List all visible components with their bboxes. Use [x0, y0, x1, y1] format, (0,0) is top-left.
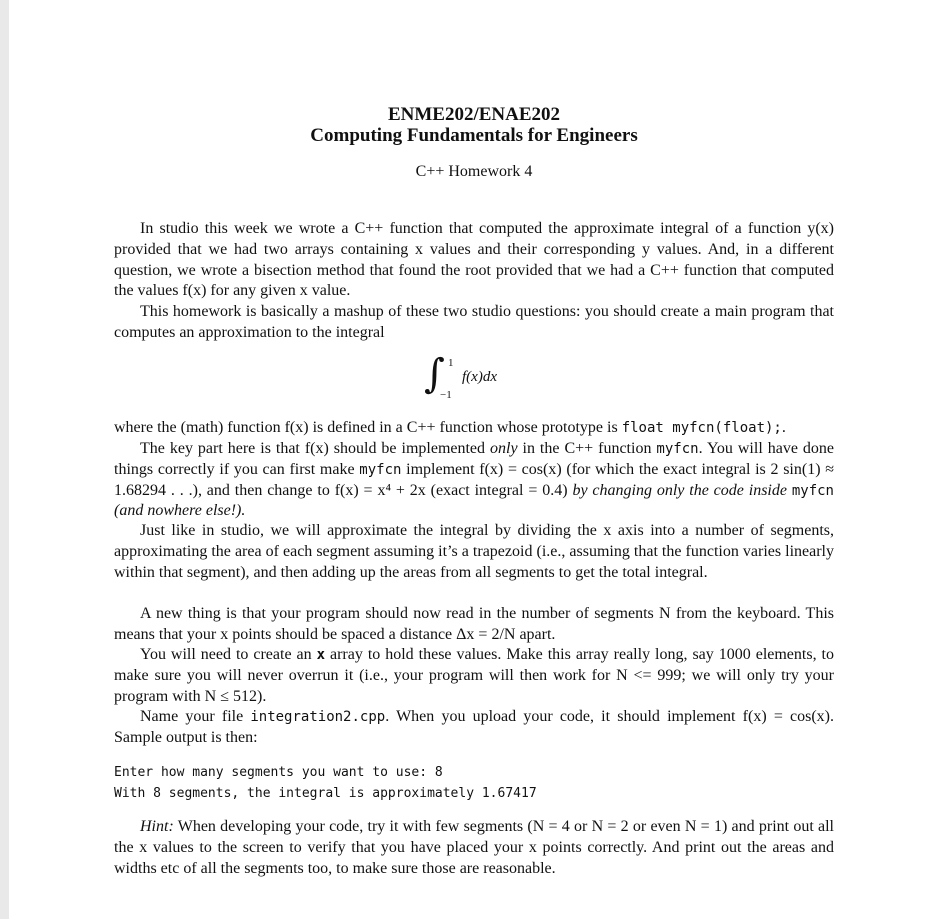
sample-output-line-1: Enter how many segments you want to use: 8: [114, 765, 443, 780]
paragraph-mashup: This homework is basically a mashup of these two studio questions: you should create a main program that computes an approximation to the integral: [114, 303, 834, 341]
key-part-text-b: in the C++ function: [517, 440, 657, 457]
course-name: Computing Fundamentals for Engineers: [310, 125, 638, 146]
hint-label: Hint:: [140, 818, 174, 835]
paragraph-prototype: [114, 418, 834, 439]
hint-text: When developing your code, try it with few segments (N = 4 or N = 2 or even N = 1) and print out all the x values to the screen to verify that you have placed your x points correctly. And print out the areas and widths etc of all the segments too, to make sure those are reasonable.: [114, 818, 834, 877]
sample-output: [114, 763, 537, 804]
prototype-end: .: [781, 419, 786, 436]
paragraph-key-part: [114, 439, 834, 522]
paragraph-trapezoid: Just like in studio, we will approximate the integral by dividing the x axis into a number of segments, approximating the area of each segment assuming it’s a trapezoid (i.e., assuming that the function varies linearly within that segment), and then adding up the areas from all segments to get the total integral.: [114, 522, 834, 581]
key-part-emphasis: only: [490, 440, 518, 457]
array-text-a: You will need to create an: [140, 646, 317, 663]
paragraph-array: [114, 645, 834, 707]
paragraph-filename: [114, 707, 834, 749]
prototype-text: where the (math) function f(x) is defined in a C++ function whose prototype is: [114, 419, 622, 436]
paragraph-hint: [114, 817, 834, 879]
page-edge: [0, 0, 9, 919]
course-code: ENME202/ENAE202: [387, 104, 561, 125]
key-part-code-1: myfcn: [656, 441, 699, 457]
array-text-b: array to hold these values. Make this array really long, say 1000 elements, to make sure you will never overrun it (i.e., your program will then work for N <= 999; we will only try your program with N ≤ 512).: [114, 646, 834, 705]
key-part-italic-2: (and nowhere else!).: [114, 502, 246, 520]
key-part-text-d: implement f(x) = cos(x) (for which the exact integral is 2 sin(1) ≈ 1.68294 . . .), and then change to f(x) = x⁴ + 2x (exact integral = 0.4): [114, 460, 835, 499]
filename-text-b: . When you upload your code, it should implement f(x) = cos(x). Sample output is then:: [114, 708, 834, 746]
key-part-italic: by changing only the code inside: [572, 481, 792, 499]
key-part-code-2: myfcn: [359, 461, 402, 478]
integral-expression: [424, 351, 544, 403]
array-code: x: [316, 647, 326, 663]
sample-output-line-2: With 8 segments, the integral is approximately 1.67417: [114, 785, 537, 801]
homework-title: C++ Homework 4: [415, 163, 533, 180]
integral-lower-limit: −1: [440, 389, 452, 401]
key-part-text-c: . You will have done things correctly if you can first make: [114, 440, 834, 478]
filename-code: integration2.cpp: [250, 709, 386, 725]
filename-text-a: Name your file: [140, 708, 251, 725]
key-part-code-3: myfcn: [791, 482, 834, 499]
paragraph-segments: A new thing is that your program should now read in the number of segments N from the keyboard. This means that your x points should be spaced a distance Δx = 2/N apart.: [114, 605, 834, 643]
paragraph-intro: In studio this week we wrote a C++ function that computed the approximate integral of a function y(x) provided that we had two arrays containing x values and their corresponding y values. And, in a different question, we wrote a bisection method that found the root provided that we had a C++ function that computed the values f(x) for any given x value.: [114, 220, 834, 300]
integral-upper-limit: 1: [448, 357, 454, 369]
integral-integrand: f(x)dx: [462, 369, 497, 385]
key-part-text-a: The key part here is that f(x) should be implemented: [140, 440, 490, 457]
integral-sign: ∫: [424, 351, 445, 397]
prototype-code: float myfcn(float);: [621, 420, 782, 436]
